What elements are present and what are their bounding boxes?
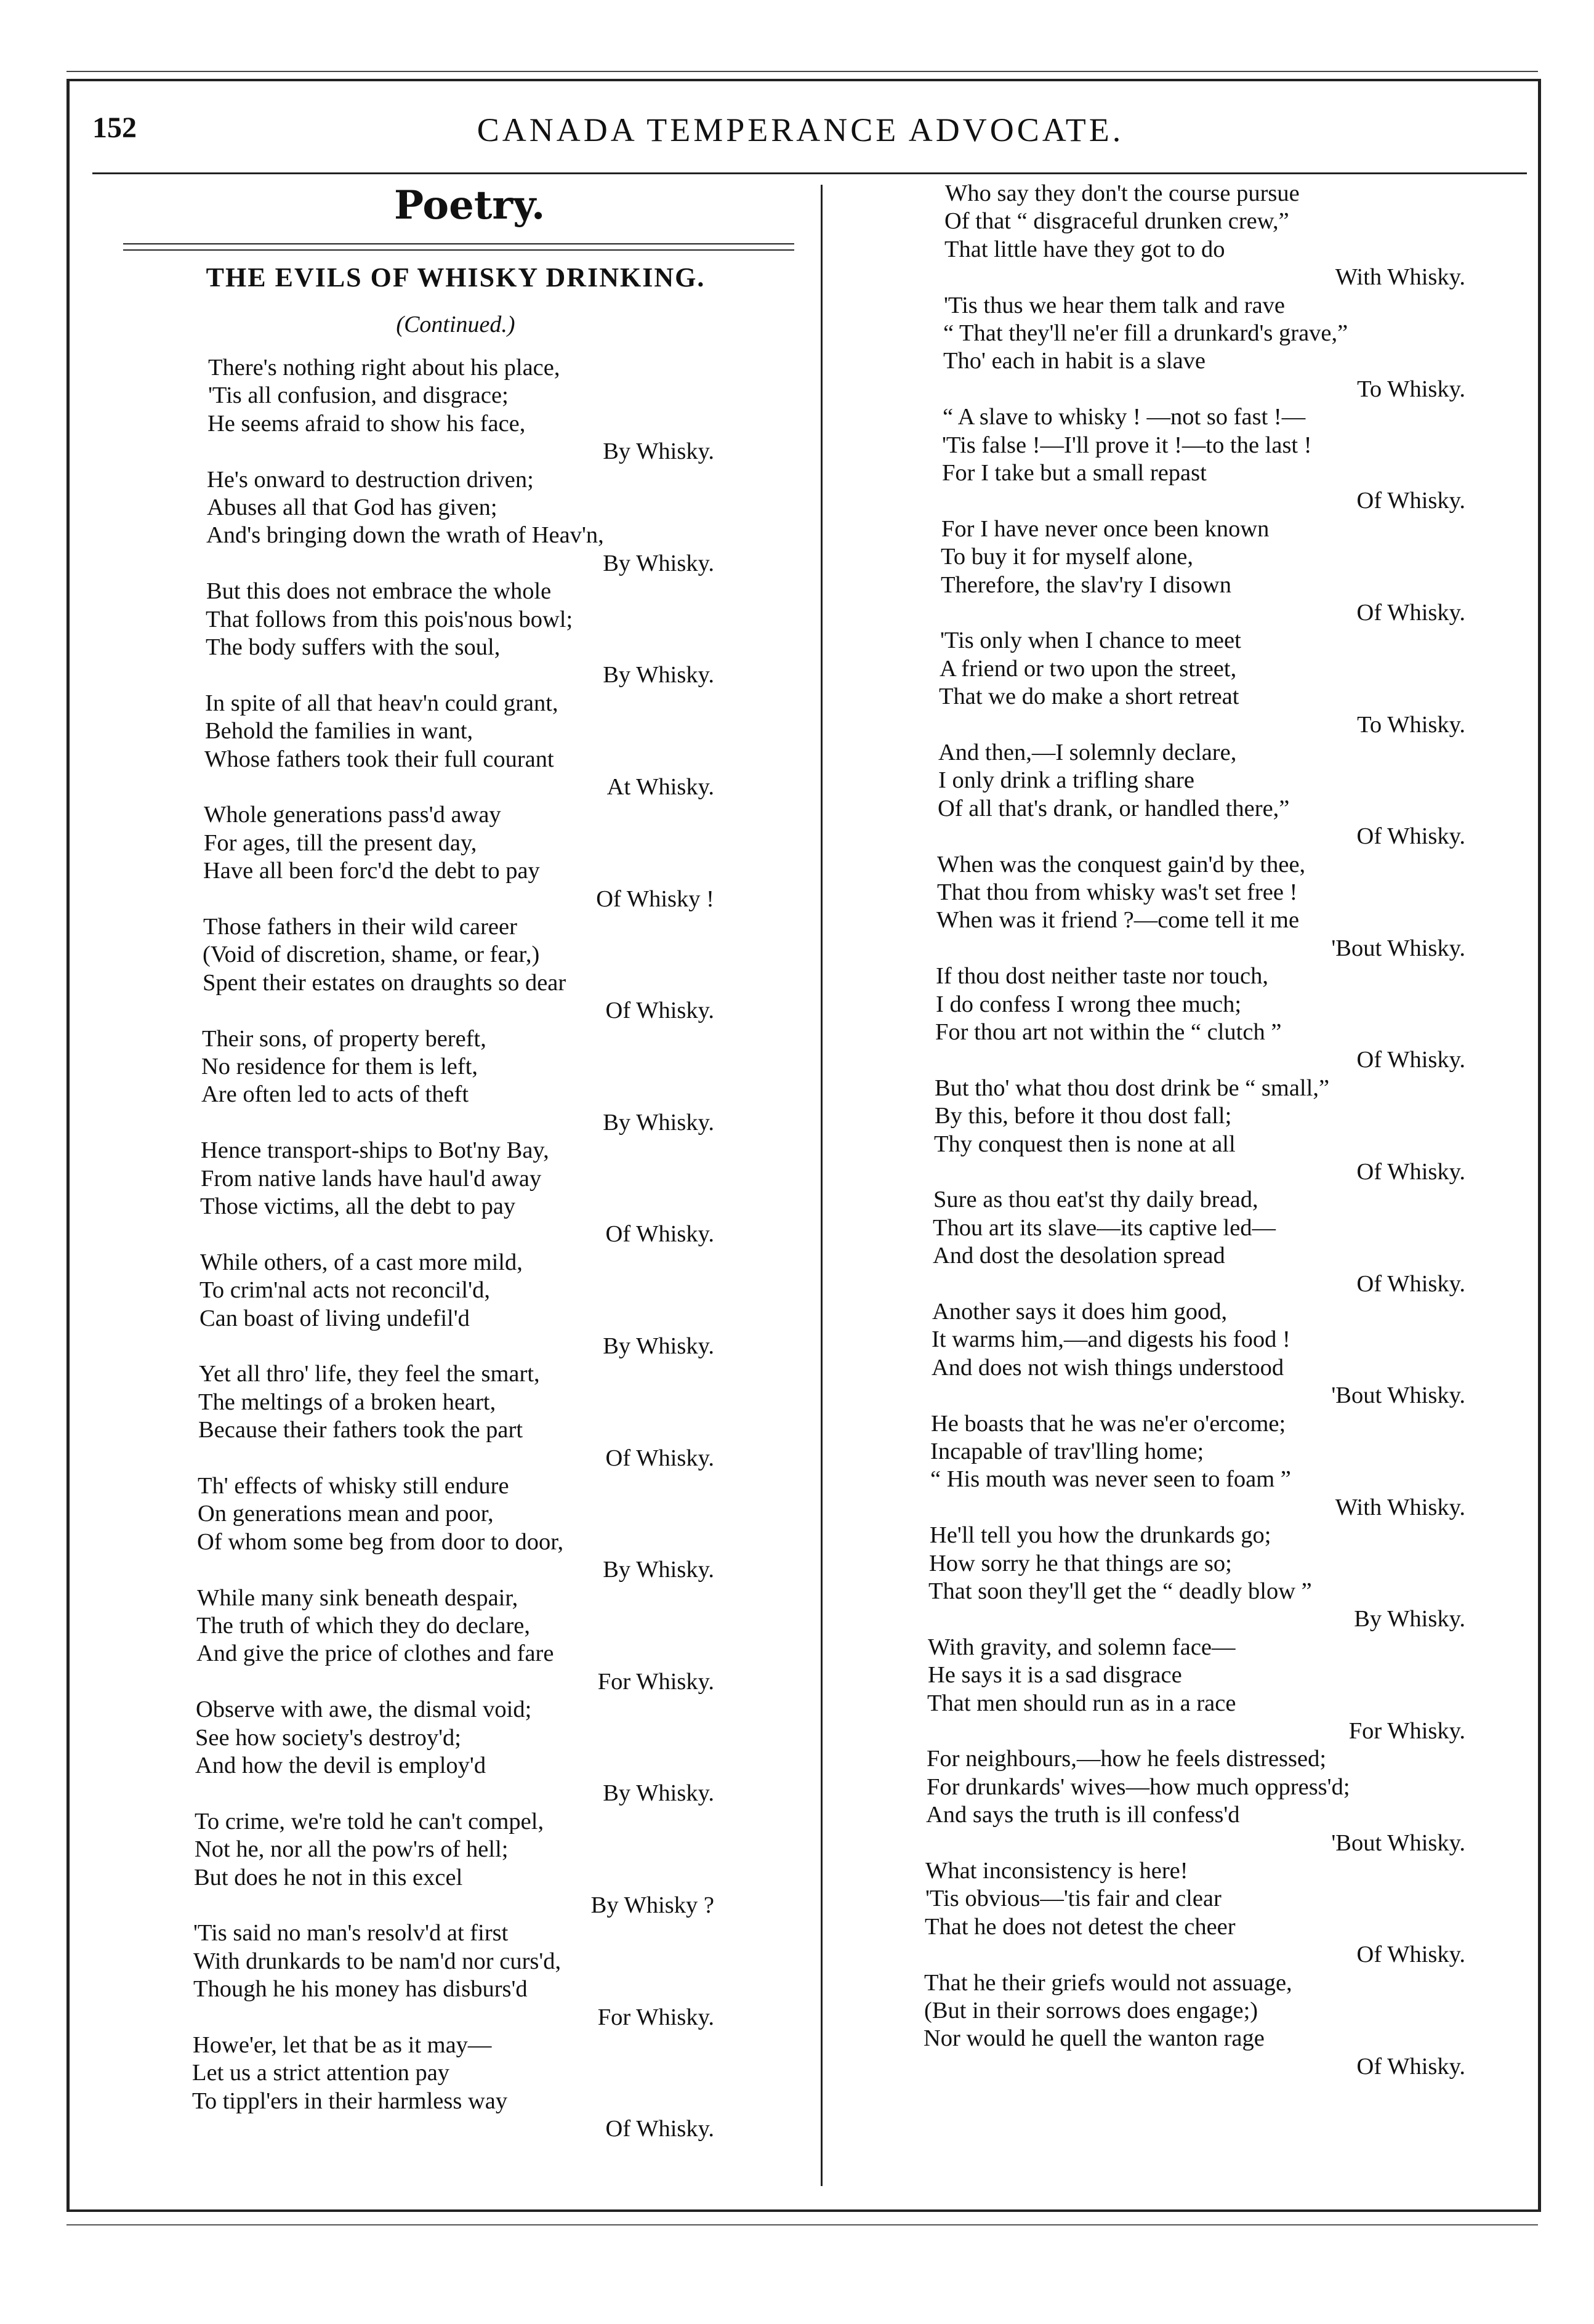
poem-line: Though he his money has disburs'd xyxy=(193,1976,528,2003)
poem-line: Those victims, all the debt to pay xyxy=(200,1193,516,1219)
poem-refrain: Of Whisky. xyxy=(1356,1270,1465,1297)
poem-line: Yet all thro' life, they feel the smart, xyxy=(199,1361,540,1387)
poem-line: 'Tis obvious—'tis fair and clear xyxy=(925,1886,1222,1912)
poem-refrain: Of Whisky. xyxy=(1356,2053,1465,2080)
page-header xyxy=(92,111,1508,160)
poem-line: Another says it does him good, xyxy=(932,1299,1228,1325)
poem-line: For ages, till the present day, xyxy=(204,829,477,856)
poem-line: Hence transport-ships to Bot'ny Bay, xyxy=(201,1137,549,1164)
poem-line: That little have they got to do xyxy=(944,236,1225,262)
poem-line: 'Tis all confusion, and disgrace; xyxy=(208,382,509,409)
poem-refrain: By Whisky. xyxy=(603,550,714,576)
poem-line: (But in their sorrows does engage;) xyxy=(924,1998,1258,2023)
poem-line: The body suffers with the soul, xyxy=(206,634,501,660)
poem-line: It warms him,—and digests his food ! xyxy=(932,1326,1290,1353)
poem-refrain: By Whisky. xyxy=(603,1780,714,1807)
poem-refrain: For Whisky. xyxy=(597,2004,714,2030)
poem-line: No residence for them is left, xyxy=(201,1054,478,1079)
poem-line: He's onward to destruction driven; xyxy=(207,466,534,493)
poem-refrain: For Whisky. xyxy=(597,1668,714,1695)
poem-line: But this does not embrace the whole xyxy=(206,578,552,605)
continued-note: (Continued.) xyxy=(396,312,515,337)
poem-line: He seems afraid to show his face, xyxy=(207,410,526,437)
title-rules xyxy=(123,243,794,256)
poem-line: Have all been forc'd the debt to pay xyxy=(203,858,540,884)
poem-line: Let us a strict attention pay xyxy=(192,2060,450,2086)
poem-refrain: By Whisky. xyxy=(603,1557,714,1583)
poem-line: But tho' what thou dost drink be “ small,” xyxy=(935,1075,1330,1101)
section-title: Poetry. xyxy=(394,182,545,228)
poem-line: “ His mouth was never seen to foam ” xyxy=(930,1466,1291,1493)
poem-line: Observe with awe, the dismal void; xyxy=(196,1697,532,1723)
poem-line: He'll tell you how the drunkards go; xyxy=(930,1522,1271,1549)
poem-line: To tippl'ers in their harmless way xyxy=(192,2088,508,2114)
poem-refrain: Of Whisky. xyxy=(605,1221,714,1248)
poem-line: And says the truth is ill confess'd xyxy=(926,1802,1240,1828)
poem-line: I only drink a trifling share xyxy=(938,767,1194,794)
poem-line: Nor would he quell the wanton rage xyxy=(924,2025,1265,2052)
poem-line: To crime, we're told he can't compel, xyxy=(195,1808,544,1834)
poem-line: Because their fathers took the part xyxy=(198,1417,523,1443)
poem-line: And does not wish things understood xyxy=(932,1354,1284,1381)
header-rule xyxy=(92,172,1527,174)
masthead: CANADA TEMPERANCE ADVOCATE. xyxy=(477,111,1124,148)
poem-line: With gravity, and solemn face— xyxy=(928,1634,1236,1660)
poem-line: Are often led to acts of theft xyxy=(201,1081,469,1108)
poem-line: When was the conquest gain'd by thee, xyxy=(937,851,1306,878)
poem-line: Whose fathers took their full courant xyxy=(204,746,554,772)
poem-line: See how society's destroy'd; xyxy=(195,1724,461,1751)
poem-line: The meltings of a broken heart, xyxy=(198,1389,496,1415)
poem-line: When was it friend ?—come tell it me xyxy=(936,907,1300,934)
poem-refrain: 'Bout Whisky. xyxy=(1331,935,1465,961)
poem-refrain: Of Whisky ! xyxy=(596,886,714,912)
poem-refrain: Of Whisky. xyxy=(1356,1047,1465,1073)
poem-line: Of whom some beg from door to door, xyxy=(197,1528,564,1555)
poem-refrain: By Whisky. xyxy=(1354,1606,1465,1632)
page-number: 152 xyxy=(92,111,137,144)
poem-line: And dost the desolation spread xyxy=(933,1243,1225,1269)
poem-line: Thy conquest then is none at all xyxy=(934,1131,1236,1157)
poem-line: 'Tis false !—I'll prove it !—to the last ! xyxy=(942,432,1312,458)
poem-refrain: To Whisky. xyxy=(1357,376,1465,402)
poem-line: If thou dost neither taste nor touch, xyxy=(936,963,1268,990)
poem-line: That he does not detest the cheer xyxy=(925,1913,1236,1940)
poem-line: What inconsistency is here! xyxy=(925,1858,1188,1884)
poem-refrain: Of Whisky. xyxy=(605,2116,714,2142)
poem-line: And then,—I solemnly declare, xyxy=(938,740,1237,765)
poem-refrain: Of Whisky. xyxy=(1356,823,1465,850)
poem-line: Th' effects of whisky still endure xyxy=(198,1473,509,1499)
poem-line: Abuses all that God has given; xyxy=(207,494,497,520)
poem-line: Sure as thou eat'st thy daily bread, xyxy=(933,1187,1258,1213)
poem-refrain: With Whisky. xyxy=(1335,264,1465,291)
poem-line: “ That they'll ne'er fill a drunkard's grave,” xyxy=(943,320,1348,346)
poem-line: Howe'er, let that be as it may— xyxy=(193,2032,492,2058)
poem-refrain: 'Bout Whisky. xyxy=(1331,1382,1465,1409)
poem-refrain: Of Whisky. xyxy=(1356,1159,1465,1185)
poem-line: There's nothing right about his place, xyxy=(208,355,560,381)
poem-refrain: At Whisky. xyxy=(606,774,714,800)
poem-line: To crim'nal acts not reconcil'd, xyxy=(199,1277,490,1304)
poem-line: Of that “ disgraceful drunken crew,” xyxy=(944,208,1289,235)
poem-refrain: 'Bout Whisky. xyxy=(1331,1830,1465,1856)
poem-line: Who say they don't the course pursue xyxy=(945,180,1300,206)
poem-line: While others, of a cast more mild, xyxy=(200,1249,523,1275)
poem-refrain: Of Whisky. xyxy=(1356,488,1465,514)
column-divider xyxy=(821,185,823,2186)
poem-line: That he their griefs would not assuage, xyxy=(924,1969,1292,1996)
poem-line: Can boast of living undefil'd xyxy=(199,1305,470,1331)
poem-line: With drunkards to be nam'd nor curs'd, xyxy=(193,1948,562,1974)
poem-line: That thou from whisky was't set free ! xyxy=(937,879,1298,905)
poem-line: For I take but a small repast xyxy=(942,460,1207,486)
poem-line: He boasts that he was ne'er o'ercome; xyxy=(931,1410,1286,1437)
poem-line: And how the devil is employ'd xyxy=(195,1753,486,1778)
poem-refrain: By Whisky ? xyxy=(590,1892,714,1918)
poem-line: That follows from this pois'nous bowl; xyxy=(206,606,573,632)
poem-refrain: By Whisky. xyxy=(603,1109,714,1136)
poem-line: Spent their estates on draughts so dear xyxy=(203,969,566,996)
poem-line: Their sons, of property bereft, xyxy=(202,1025,486,1052)
poem-line: Tho' each in habit is a slave xyxy=(943,348,1206,374)
top-rule xyxy=(66,71,1538,72)
poem-line: Not he, nor all the pow'rs of hell; xyxy=(195,1836,509,1863)
poem-line: While many sink beneath despair, xyxy=(197,1584,518,1611)
poem-line: But does he not in this excel xyxy=(194,1864,463,1890)
poem-line: I do confess I wrong thee much; xyxy=(936,991,1242,1017)
poem-line: Therefore, the slav'ry I disown xyxy=(941,571,1231,598)
poem-line: In spite of all that heav'n could grant, xyxy=(205,690,558,716)
poem-refrain: Of Whisky. xyxy=(605,1445,714,1471)
poem-refrain: With Whisky. xyxy=(1335,1494,1465,1520)
bottom-rule xyxy=(66,2209,1538,2212)
poem-line: How sorry he that things are so; xyxy=(929,1550,1232,1576)
poem-line: And's bringing down the wrath of Heav'n, xyxy=(206,522,604,549)
poem-line: 'Tis said no man's resolv'd at first xyxy=(193,1920,509,1947)
poem-line: For drunkards' wives—how much oppress'd; xyxy=(927,1773,1350,1800)
poem-line: Those fathers in their wild career xyxy=(203,914,517,940)
poem-line: Whole generations pass'd away xyxy=(204,802,501,828)
poem-refrain: Of Whisky. xyxy=(1356,600,1465,626)
poem-line: For neighbours,—how he feels distressed; xyxy=(927,1746,1327,1772)
poem-refrain: By Whisky. xyxy=(603,438,714,465)
poem-line: The truth of which they do declare, xyxy=(196,1613,531,1639)
poem-line: For I have never once been known xyxy=(941,515,1270,542)
poem-refrain: By Whisky. xyxy=(603,1333,714,1359)
poem-line: (Void of discretion, shame, or fear,) xyxy=(203,942,540,968)
poem-line: A friend or two upon the street, xyxy=(940,655,1237,682)
poem-line: From native lands have haul'd away xyxy=(201,1165,542,1192)
poem-line: 'Tis thus we hear them talk and rave xyxy=(944,292,1286,318)
poem-line: By this, before it thou dost fall; xyxy=(935,1103,1232,1129)
poem-refrain: Of Whisky. xyxy=(605,998,714,1024)
poem-line: Of all that's drank, or handled there,” xyxy=(938,795,1290,821)
poem-line: Thou art its slave—its captive led— xyxy=(933,1214,1276,1241)
poem-refrain: Of Whisky. xyxy=(1356,1942,1465,1968)
poem-line: That soon they'll get the “ deadly blow ” xyxy=(928,1578,1312,1604)
poem-title: THE EVILS OF WHISKY DRINKING. xyxy=(206,262,706,293)
poem-line: 'Tis only when I chance to meet xyxy=(940,627,1241,654)
poem-refrain: For Whisky. xyxy=(1348,1718,1465,1744)
poem-line: On generations mean and poor, xyxy=(198,1501,494,1527)
poem-line: To buy it for myself alone, xyxy=(941,544,1194,570)
poem-line: That we do make a short retreat xyxy=(939,684,1239,710)
poem-refrain: By Whisky. xyxy=(603,662,714,688)
poem-line: Incapable of trav'lling home; xyxy=(930,1438,1204,1464)
bottom-rule-thin xyxy=(66,2224,1538,2225)
poem-line: He says it is a sad disgrace xyxy=(928,1662,1182,1689)
poem-refrain: To Whisky. xyxy=(1357,711,1465,738)
poem-line: “ A slave to whisky ! —not so fast !— xyxy=(943,404,1306,430)
poem-line: That men should run as in a race xyxy=(927,1690,1236,1716)
poem-line: For thou art not within the “ clutch ” xyxy=(935,1019,1282,1045)
poem-line: Behold the families in want, xyxy=(205,718,473,744)
poem-line: And give the price of clothes and fare xyxy=(196,1640,554,1667)
